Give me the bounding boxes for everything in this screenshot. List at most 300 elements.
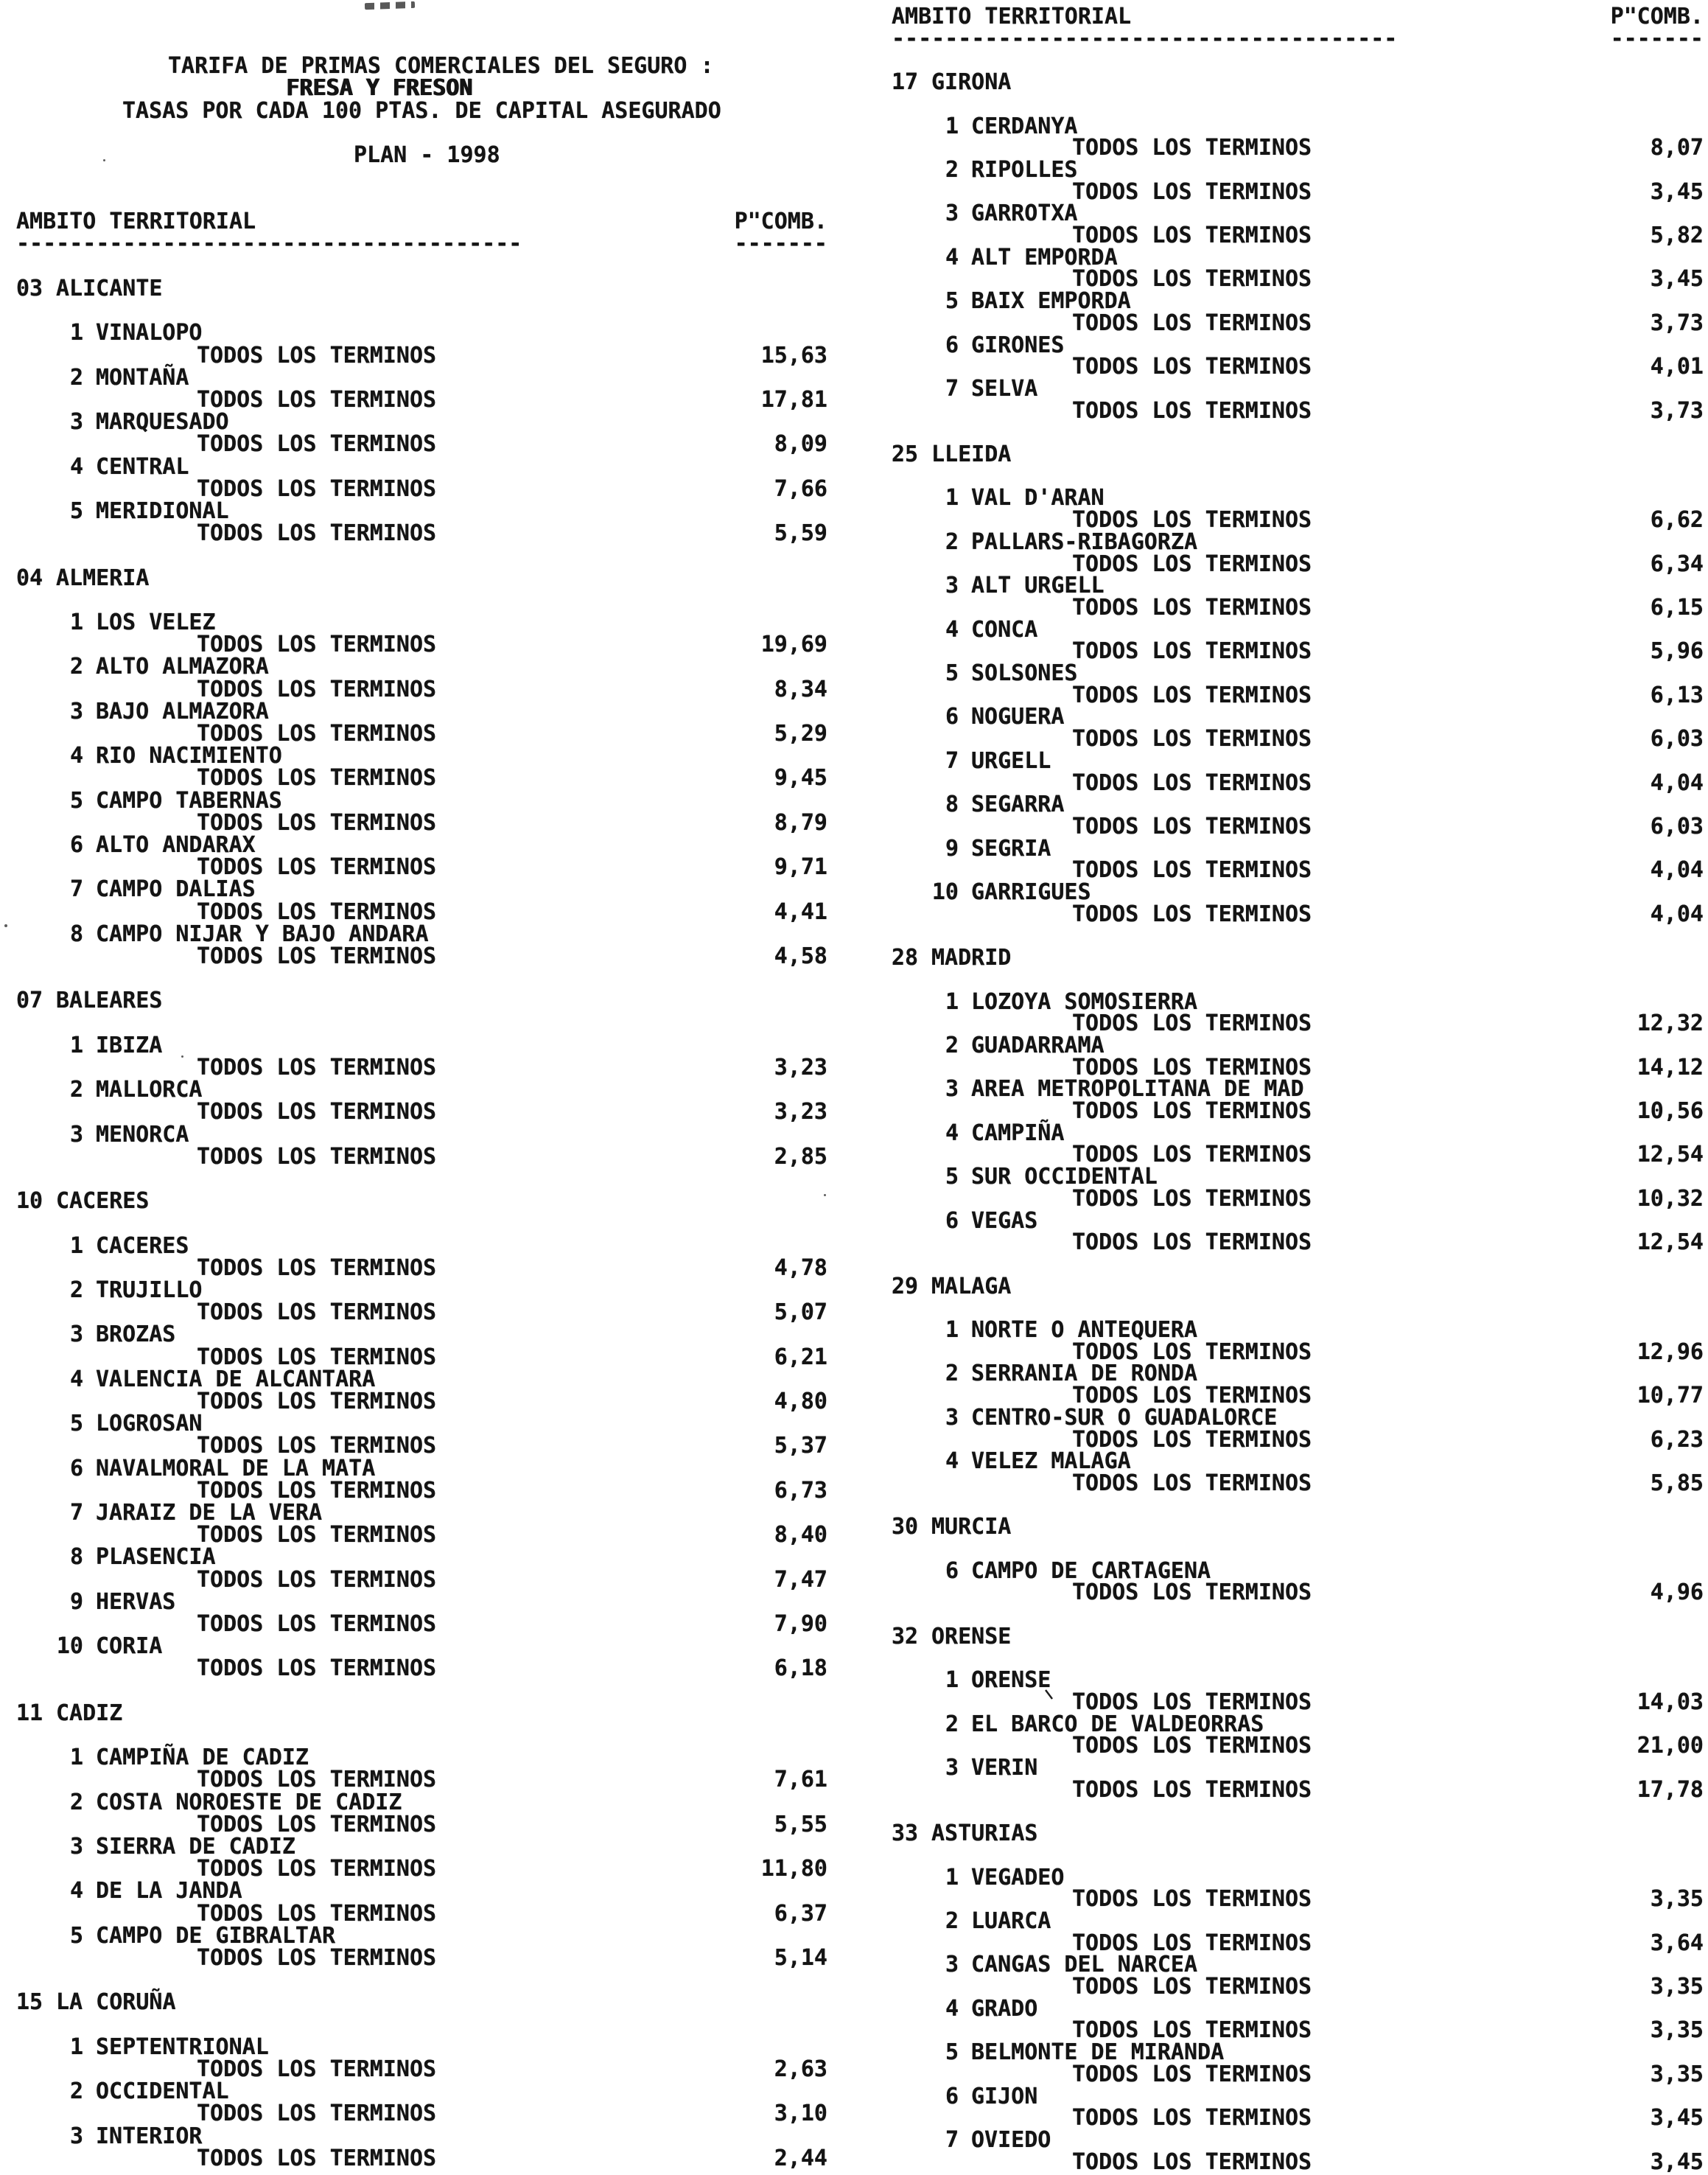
item-row [16,787,827,814]
item-terms-row [16,520,827,547]
item-number: 5 [945,288,959,315]
terms-label: TODOS LOS TERMINOS [1072,2105,1312,2132]
item-terms-row [16,1900,827,1927]
item-number: 4 [69,1878,83,1905]
item-row [16,1121,827,1148]
item-row [892,1557,1704,1584]
terms-label: TODOS LOS TERMINOS [1072,2017,1312,2044]
item-number: 6 [69,832,83,858]
item-terms-row [892,682,1704,708]
item-number: 6 [945,704,959,730]
item-row [16,1079,827,1101]
section-name: LA CORUÑA [56,1989,176,2016]
item-row [892,1207,1704,1234]
item-row [892,1995,1704,2022]
item-terms-row [892,266,1704,293]
item-number: 7 [69,876,83,903]
terms-label: TODOS LOS TERMINOS [197,1099,437,1125]
item-name: GIRONES [971,332,1065,358]
item-number: 4 [69,453,83,480]
item-number: 2 [69,2078,83,2105]
item-number: 1 [945,1667,959,1694]
terms-label: TODOS LOS TERMINOS [197,1299,437,1326]
item-number: 4 [945,1120,959,1146]
item-row [16,1878,827,1905]
premium-value: 10,56 [1637,1098,1704,1124]
section-code: 11 [16,1700,43,1726]
item-terms-row [16,2145,827,2171]
item-row [892,1120,1704,1146]
premium-value: 3,35 [1650,2061,1704,2087]
terms-label: TODOS LOS TERMINOS [1072,1930,1312,1956]
item-number: 1 [69,320,83,346]
premium-value: 14,12 [1637,1054,1704,1080]
item-name: HERVAS [96,1588,176,1615]
item-terms-row [16,1522,827,1549]
item-number: 5 [945,2039,959,2066]
premium-value: 15,63 [760,342,827,369]
item-name: CACERES [96,1232,189,1259]
item-number: 5 [69,787,83,814]
item-name: ORENSE [971,1667,1051,1694]
item-number: 2 [945,1907,959,1934]
item-row [892,1450,1704,1473]
section-code: 30 [892,1514,919,1540]
item-row [16,1413,827,1435]
item-name: NORTE O ANTEQUERA [971,1317,1198,1343]
item-row [16,612,827,634]
terms-label: TODOS LOS TERMINOS [1072,551,1312,577]
item-number: 6 [945,1207,959,1234]
terms-label: TODOS LOS TERMINOS [197,1945,437,1971]
terms-label: TODOS LOS TERMINOS [1072,638,1312,665]
item-number: 5 [69,1411,83,1437]
premium-underline: ------- [1610,26,1704,52]
premium-value: 5,55 [774,1811,827,1837]
item-terms-row [892,1886,1704,1913]
item-number: 4 [945,1995,959,2022]
item-terms-row [16,676,827,702]
premium-column-header: P"COMB. [734,209,827,234]
premium-value: 2,85 [774,1143,827,1170]
premium-value: 8,09 [774,431,827,458]
item-row [892,200,1704,227]
item-terms-row [16,723,827,745]
item-row [892,1404,1704,1431]
section-header [16,990,827,1012]
item-terms-row [892,1735,1704,1757]
item-terms-row [892,1229,1704,1256]
item-terms-row [892,1470,1704,1496]
terms-label: TODOS LOS TERMINOS [197,854,437,881]
terms-label: TODOS LOS TERMINOS [197,676,437,702]
item-name: LOGROSAN [96,1411,203,1437]
section-code: 33 [892,1820,919,1847]
item-name: JARAIZ DE LA VERA [96,1500,323,1526]
item-name: CANGAS DEL NARCEA [971,1952,1198,1978]
item-number: 4 [945,616,959,643]
item-row [892,290,1704,313]
premium-value: 3,45 [1650,266,1704,293]
terms-label: TODOS LOS TERMINOS [197,2145,437,2171]
terms-label: TODOS LOS TERMINOS [197,387,437,413]
terms-label: TODOS LOS TERMINOS [197,721,437,747]
terms-label: TODOS LOS TERMINOS [1072,682,1312,708]
item-row [16,2033,827,2060]
premium-value: 6,34 [1650,551,1704,577]
item-number: 3 [945,1404,959,1431]
item-terms-row [892,1689,1704,1715]
item-row [892,113,1704,139]
column-right [892,0,1704,2175]
item-terms-row [892,1010,1704,1037]
item-name: EL BARCO DE VALDEORRAS [971,1711,1264,1737]
section-header [16,565,827,591]
item-terms-row [16,431,827,458]
item-terms-row [892,1144,1704,1166]
premium-value: 2,63 [774,2056,827,2082]
item-terms-row [892,1930,1704,1956]
item-number: 3 [945,573,959,599]
item-terms-row [16,1299,827,1326]
item-number: 7 [69,1500,83,1526]
item-terms-row [892,640,1704,663]
item-name: BAIX EMPORDA [971,288,1131,315]
item-number: 2 [69,364,83,391]
section-header [892,1820,1704,1847]
item-number: 5 [69,1922,83,1949]
item-name: OVIEDO [971,2126,1051,2153]
item-name: ALT URGELL [971,573,1105,599]
item-number: 7 [945,2126,959,2153]
section-code: 28 [892,945,919,971]
section-code: 04 [16,565,43,591]
item-name: VALENCIA DE ALCANTARA [96,1366,376,1392]
item-name: GUADARRAMA [971,1032,1105,1058]
terms-label: TODOS LOS TERMINOS [197,475,437,502]
item-name: LOS VELEZ [96,610,216,635]
item-terms-row [892,397,1704,424]
item-row [892,1669,1704,1692]
premium-value: 6,13 [1650,682,1704,708]
item-number: 3 [945,1076,959,1103]
item-terms-row [16,1254,827,1281]
item-name: VEGAS [971,1207,1038,1234]
section-name: ORENSE [931,1623,1012,1649]
item-row [16,1747,827,1769]
item-name: SOLSONES [971,660,1078,686]
terms-label: TODOS LOS TERMINOS [197,1566,437,1593]
item-row [892,375,1704,402]
premium-value: 10,32 [1637,1185,1704,1212]
document-title-row [16,55,827,77]
item-number: 4 [69,1366,83,1392]
item-name: CAMPO DALIAS [96,876,256,903]
item-terms-row [892,1338,1704,1365]
item-row [892,616,1704,643]
table-header-underline-row [16,233,827,255]
item-row [16,876,827,903]
item-row [892,485,1704,512]
terms-label: TODOS LOS TERMINOS [1072,1142,1312,1168]
item-number: 2 [945,528,959,555]
item-number: 2 [69,1277,83,1303]
item-terms-row [16,1101,827,1123]
item-row [16,1588,827,1615]
premium-value: 3,64 [1650,1930,1704,1956]
terms-label: TODOS LOS TERMINOS [197,1811,437,1837]
terms-label: TODOS LOS TERMINOS [1072,1886,1312,1913]
item-name: BELMONTE DE MIRANDA [971,2039,1225,2066]
item-number: 3 [945,1952,959,1978]
section-name: MALAGA [931,1273,1012,1299]
item-name: SUR OCCIDENTAL [971,1164,1158,1190]
premium-value: 17,78 [1637,1776,1704,1803]
terms-label: TODOS LOS TERMINOS [1072,1229,1312,1256]
premium-value: 6,03 [1650,813,1704,839]
item-number: 1 [69,1232,83,1259]
section-name: CADIZ [56,1700,123,1726]
item-row [16,1789,827,1815]
item-terms-row [892,857,1704,884]
item-name: LUARCA [971,1907,1051,1934]
item-number: 1 [945,988,959,1015]
terms-label: TODOS LOS TERMINOS [1072,1185,1312,1212]
item-terms-row [16,1057,827,1079]
item-number: 7 [945,375,959,402]
section-code: 07 [16,988,43,1014]
section-name: LLEIDA [931,441,1012,467]
item-terms-row [892,1185,1704,1212]
terms-label: TODOS LOS TERMINOS [197,1900,437,1927]
section-header [892,1516,1704,1538]
item-terms-row [16,389,827,411]
item-row [892,1166,1704,1188]
item-terms-row [892,2019,1704,2042]
item-name: SELVA [971,375,1038,402]
premium-value: 3,35 [1650,1974,1704,2000]
premium-value: 4,04 [1650,901,1704,927]
item-terms-row [892,901,1704,927]
item-number: 1 [945,1317,959,1343]
premium-value: 4,04 [1650,857,1704,884]
item-terms-row [16,1143,827,1170]
terms-label: TODOS LOS TERMINOS [197,1522,437,1549]
item-name: VINALOPO [96,320,203,346]
premium-value: 7,47 [774,1566,827,1593]
terms-label: TODOS LOS TERMINOS [1072,178,1312,205]
item-name: SEPTENTRIONAL [96,2033,269,2060]
terms-label: TODOS LOS TERMINOS [1072,2148,1312,2175]
item-name: SIERRA DE CADIZ [96,1834,295,1860]
item-row [892,332,1704,358]
item-name: MERIDIONAL [96,498,229,524]
item-terms-row [892,1100,1704,1123]
terms-label: TODOS LOS TERMINOS [1072,1098,1312,1124]
item-terms-row [892,356,1704,378]
item-row [892,1907,1704,1934]
territory-column-header: AMBITO TERRITORIAL [892,4,1132,29]
item-number: 4 [945,244,959,270]
terms-label: TODOS LOS TERMINOS [1072,594,1312,621]
item-row [892,244,1704,270]
item-name: INTERIOR [96,2123,203,2149]
premium-value: 2,44 [774,2145,827,2171]
item-terms-row [16,1344,827,1370]
item-number: 6 [945,1557,959,1584]
item-number: 2 [69,1789,83,1815]
item-row [892,1032,1704,1058]
territory-column-header: AMBITO TERRITORIAL [16,209,256,234]
item-row [892,1363,1704,1385]
item-number: 3 [69,2123,83,2149]
terms-label: TODOS LOS TERMINOS [1072,1470,1312,1496]
premium-value: 6,37 [774,1900,827,1927]
item-row [16,1324,827,1346]
item-row [892,2039,1704,2066]
item-number: 5 [69,498,83,524]
premium-value: 3,23 [774,1055,827,1080]
premium-value: 3,10 [774,2101,827,2127]
scan-artifact-dot [181,1055,183,1058]
terms-label: TODOS LOS TERMINOS [197,1767,437,1793]
premium-value: 7,90 [774,1611,827,1637]
premium-value: 3,73 [1650,397,1704,424]
terms-label: TODOS LOS TERMINOS [1072,354,1312,380]
section-name: BALEARES [56,988,163,1014]
item-name: BROZAS [96,1322,176,1348]
item-number: 8 [945,792,959,818]
item-number: 2 [69,654,83,680]
terms-label: TODOS LOS TERMINOS [197,1254,437,1281]
item-row [16,1922,827,1949]
item-name: VAL D'ARAN [971,485,1105,512]
section-name: CACERES [56,1188,150,1215]
item-terms-row [16,1655,827,1682]
item-name: CONCA [971,616,1038,643]
terms-label: TODOS LOS TERMINOS [1072,1010,1312,1037]
premium-value: 7,61 [774,1767,827,1793]
item-row [16,1279,827,1302]
item-name: RIPOLLES [971,156,1078,183]
item-number: 9 [69,1588,83,1615]
item-name: PLASENCIA [96,1544,216,1571]
item-name: MENORCA [96,1121,189,1148]
item-row [892,1954,1704,1976]
item-name: CAMPIÑA [971,1120,1065,1146]
premium-value: 4,80 [774,1389,827,1414]
premium-value: 21,00 [1637,1733,1704,1759]
terms-label: TODOS LOS TERMINOS [1072,1579,1312,1606]
section-name: ASTURIAS [931,1820,1038,1847]
premium-value: 6,18 [774,1655,827,1682]
item-row [892,794,1704,816]
item-terms-row [16,634,827,656]
terms-label: TODOS LOS TERMINOS [1072,1426,1312,1453]
item-terms-row [16,1391,827,1413]
item-number: 3 [69,1322,83,1348]
item-terms-row [16,342,827,369]
item-row [892,1757,1704,1779]
item-name: CORIA [96,1633,163,1660]
item-name: NAVALMORAL DE LA MATA [96,1455,376,1481]
premium-value: 5,96 [1650,638,1704,665]
item-row [892,706,1704,728]
terms-label: TODOS LOS TERMINOS [197,1143,437,1170]
item-terms-row [892,310,1704,336]
terms-label: TODOS LOS TERMINOS [197,1055,437,1080]
item-terms-row [892,769,1704,796]
item-name: LOZOYA SOMOSIERRA [971,988,1198,1015]
terms-label: TODOS LOS TERMINOS [1072,2061,1312,2087]
premium-underline: ------- [734,231,827,256]
premium-value: 12,96 [1637,1338,1704,1365]
item-number: 3 [69,1834,83,1860]
table-header-row [16,211,827,233]
premium-value: 5,37 [774,1433,827,1459]
item-terms-row [892,813,1704,839]
section-code: 32 [892,1623,919,1649]
item-terms-row [892,2105,1704,2132]
item-row [16,364,827,391]
item-terms-row [892,1579,1704,1606]
premium-value: 3,45 [1650,2105,1704,2132]
item-terms-row [892,178,1704,205]
item-number: 3 [69,698,83,725]
item-row [16,1836,827,1858]
item-number: 1 [69,2033,83,2060]
terms-label: TODOS LOS TERMINOS [197,809,437,836]
item-number: 1 [945,1864,959,1891]
item-number: 1 [69,1745,83,1771]
terms-label: TODOS LOS TERMINOS [1072,397,1312,424]
premium-value: 3,23 [774,1099,827,1125]
item-row [892,881,1704,904]
premium-column-header: P"COMB. [1610,4,1704,29]
item-name: MARQUESADO [96,409,229,436]
terms-label: TODOS LOS TERMINOS [1072,310,1312,336]
item-number: 3 [69,409,83,436]
terms-label: TODOS LOS TERMINOS [197,520,437,547]
item-name: GIJON [971,2083,1038,2109]
item-terms-row [16,765,827,792]
item-name: CAMPO DE GIBRALTAR [96,1922,336,1949]
terms-label: TODOS LOS TERMINOS [1072,813,1312,839]
scan-artifact-dot [824,1194,826,1196]
terms-label: TODOS LOS TERMINOS [1072,1383,1312,1409]
section-name: MADRID [931,945,1012,971]
column-left [16,0,827,2171]
terms-label: TODOS LOS TERMINOS [1072,507,1312,534]
item-name: VELEZ MALAGA [971,1448,1131,1475]
item-row [892,1711,1704,1737]
item-number: 4 [69,743,83,769]
premium-value: 6,03 [1650,726,1704,753]
item-terms-row [892,1385,1704,1407]
item-row [892,1864,1704,1891]
item-row [892,528,1704,555]
territory-underline: -------------------------------------- [16,231,522,256]
section-name: MURCIA [931,1514,1012,1540]
item-terms-row [16,1566,827,1593]
terms-label: TODOS LOS TERMINOS [1072,266,1312,293]
terms-label: TODOS LOS TERMINOS [1072,1689,1312,1715]
scan-artifact-dot [4,924,7,927]
item-number: 1 [69,1032,83,1058]
premium-value: 17,81 [760,387,827,413]
item-name: OCCIDENTAL [96,2078,229,2105]
item-row [892,2083,1704,2109]
